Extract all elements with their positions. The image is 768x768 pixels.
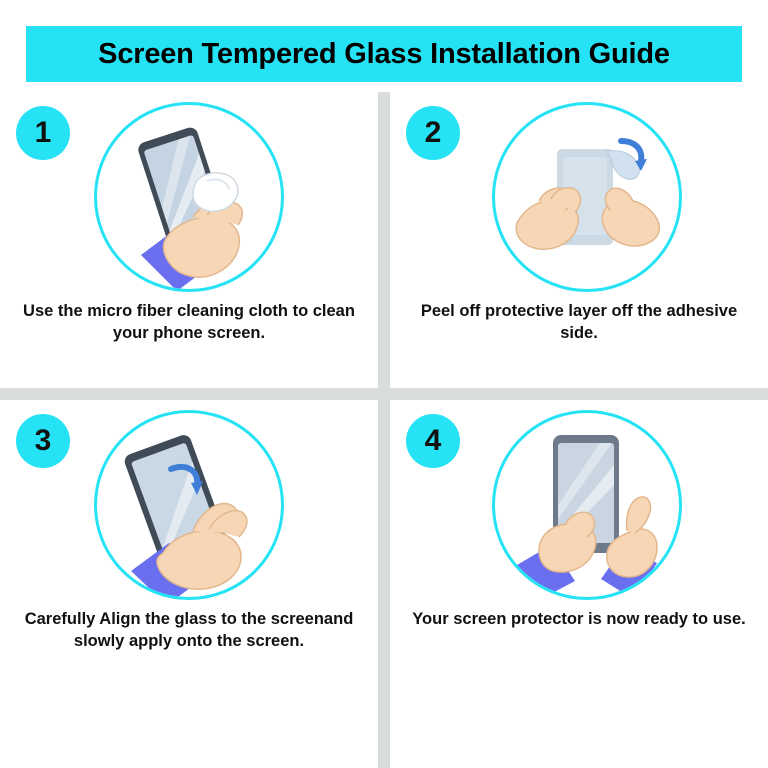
step-caption: Carefully Align the glass to the screenand slowly apply onto the screen.: [24, 610, 354, 651]
hands-holding-phone-thumbs-up-icon: [492, 410, 682, 600]
step-2: [390, 92, 768, 388]
step-number-badge: 1: [16, 106, 70, 160]
step-number-badge: 4: [406, 414, 460, 468]
horizontal-divider: [0, 388, 768, 400]
step-caption: Your screen protector is now ready to use.: [412, 610, 746, 628]
step-1: [0, 92, 378, 388]
step-3: [0, 400, 378, 696]
step-number-badge: 2: [406, 106, 460, 160]
header-band: [26, 26, 742, 82]
step-number-badge: 3: [16, 414, 70, 468]
step-caption: Use the micro fiber cleaning cloth to clean your phone screen.: [23, 302, 355, 343]
step-4: [390, 400, 768, 696]
hands-peeling-protective-film-icon: [492, 102, 682, 292]
hand-wiping-phone-with-cloth-icon: [94, 102, 284, 292]
vertical-divider: [378, 92, 390, 768]
page-title: Screen Tempered Glass Installation Guide: [98, 37, 670, 70]
step-caption: Peel off protective layer off the adhesive side.: [420, 302, 738, 343]
steps-grid: [0, 92, 768, 768]
hand-aligning-glass-onto-phone-icon: [94, 410, 284, 600]
